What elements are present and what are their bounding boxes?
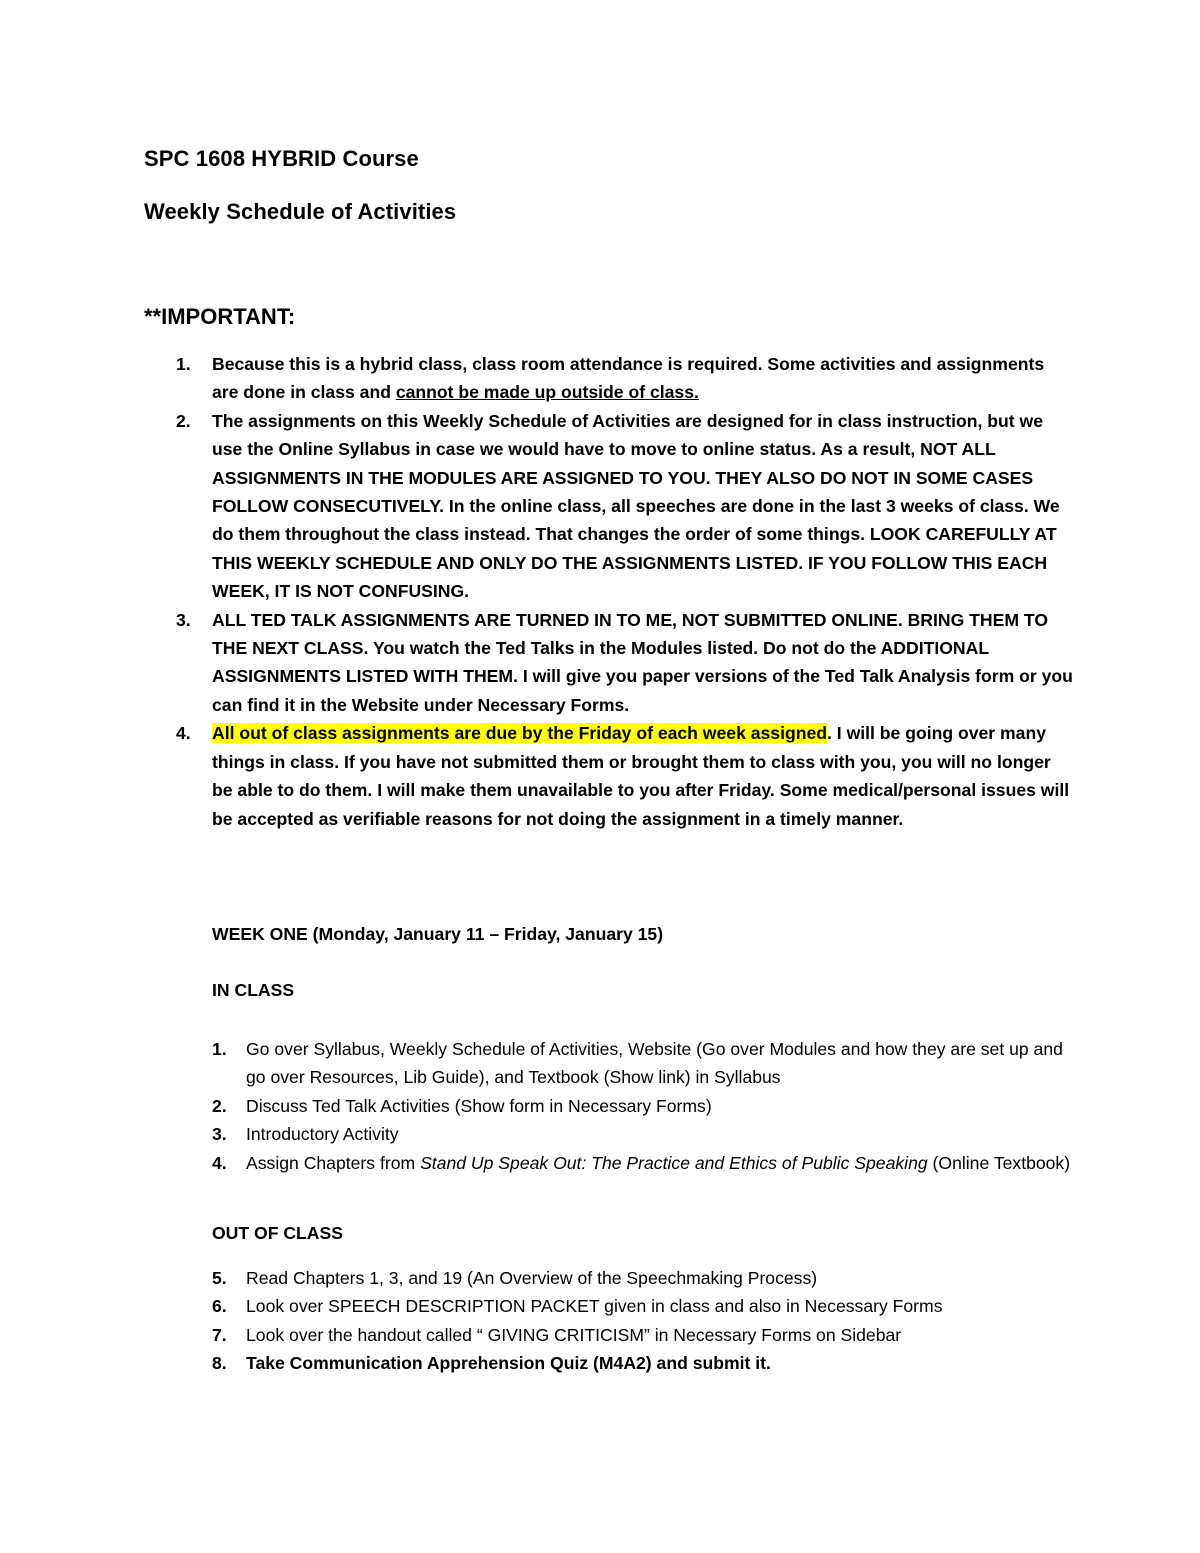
item-text: The assignments on this Weekly Schedule of Activities are designed for in class instruction, but we use the Online Syllabus in case we would have to move to online status. As a result, NOT ALL ASSIGNMENTS IN THE MODULES ARE ASSIGNED TO YOU. THEY ALSO DO NOT IN SOME CASES FOLLOW CONSECUTIVELY. In the online class, all speeches are done in the last 3 weeks of class. We do them throughout the class instead. That changes the order of some things. LOOK CAREFULLY AT THIS WEEKLY SCHEDULE AND ONLY DO THE ASSIGNMENTS LISTED. IF YOU FOLLOW THIS EACH WEEK, IT IS NOT CONFUSING. <box>212 410 1060 602</box>
list-number: 3. <box>212 1124 227 1145</box>
list-number: 2. <box>176 410 191 431</box>
item-text: Discuss Ted Talk Activities (Show form in Necessary Forms) <box>246 1095 712 1116</box>
list-number: 4. <box>176 723 191 744</box>
list-number: 7. <box>212 1324 227 1345</box>
list-number: 2. <box>212 1095 227 1116</box>
important-list <box>144 350 1074 833</box>
list-item <box>212 1321 1072 1349</box>
item-text: . I will be going over many things in class. If you have not submitted them or brought them to class with you, you will no longer be able to do them. I will make them unavailable to you after Friday. Some medical/personal issues will be accepted as verifiable reasons for not doing the assignment in a timely manner. <box>212 723 1070 829</box>
list-number: 1. <box>176 354 191 374</box>
list-number: 1. <box>212 1039 227 1059</box>
important-item <box>144 719 1074 833</box>
list-item <box>212 1149 1072 1177</box>
list-number: 3. <box>176 609 191 630</box>
document-title: SPC 1608 HYBRID Course <box>144 146 419 171</box>
item-text: Assign Chapters from <box>246 1152 421 1173</box>
out-of-class-list <box>212 1264 1072 1378</box>
out-of-class-label: OUT OF CLASS <box>212 1223 343 1243</box>
in-class-label: IN CLASS <box>212 980 295 1000</box>
list-item <box>212 1264 1072 1292</box>
list-number: 8. <box>212 1353 227 1374</box>
item-text: Because this is a hybrid class, class room attendance is required. Some activities and assignments are done in class and <box>212 354 1045 403</box>
in-class-list <box>212 1035 1072 1177</box>
item-text: ALL TED TALK ASSIGNMENTS ARE TURNED IN TO ME, NOT SUBMITTED ONLINE. BRING THEM TO THE NEXT CLASS. You watch the Ted Talks in the Modules listed. Do not do the ADDITIONAL ASSIGNMENTS LISTED WITH THEM. I will give you paper versions of the Ted Talk Analysis form or you can find it in the Website under Necessary Forms. <box>212 609 1073 715</box>
list-item <box>212 1120 1072 1148</box>
item-text: Look over SPEECH DESCRIPTION PACKET given in class and also in Necessary Forms <box>246 1296 943 1317</box>
item-text: Read Chapters 1, 3, and 19 (An Overview of the Speechmaking Process) <box>246 1268 818 1288</box>
list-item <box>212 1035 1072 1092</box>
list-number: 5. <box>212 1268 227 1288</box>
important-heading: **IMPORTANT: <box>144 304 296 329</box>
item-text: Introductory Activity <box>246 1124 399 1145</box>
item-text: Go over Syllabus, Weekly Schedule of Activities, Website (Go over Modules and how they are set up and go over Resources, Lib Guide), and Textbook (Show link) in Syllabus <box>246 1039 1063 1088</box>
list-item <box>212 1349 1072 1377</box>
important-item <box>144 407 1074 606</box>
item-text: Take Communication Apprehension Quiz (M4A2) and submit it. <box>246 1353 771 1374</box>
list-item <box>212 1092 1072 1120</box>
list-item <box>212 1292 1072 1320</box>
item-underlined-text: cannot be made up outside of class. <box>395 382 699 403</box>
highlighted-text: Friday of each week assigned <box>578 723 828 744</box>
week-heading: WEEK ONE (Monday, January 11 – Friday, January 15) <box>212 924 664 944</box>
important-item <box>144 350 1074 407</box>
list-number: 6. <box>212 1296 227 1317</box>
book-title: Stand Up Speak Out: The Practice and Ethics of Public Speaking <box>420 1152 928 1173</box>
list-number: 4. <box>212 1152 227 1173</box>
highlighted-text: All out of class assignments are due by the <box>212 723 579 744</box>
document-subtitle: Weekly Schedule of Activities <box>144 199 457 224</box>
item-text: (Online Textbook) <box>927 1152 1071 1173</box>
item-text: Look over the handout called “ GIVING CRITICISM” in Necessary Forms on Sidebar <box>246 1324 902 1345</box>
important-item <box>144 606 1074 720</box>
